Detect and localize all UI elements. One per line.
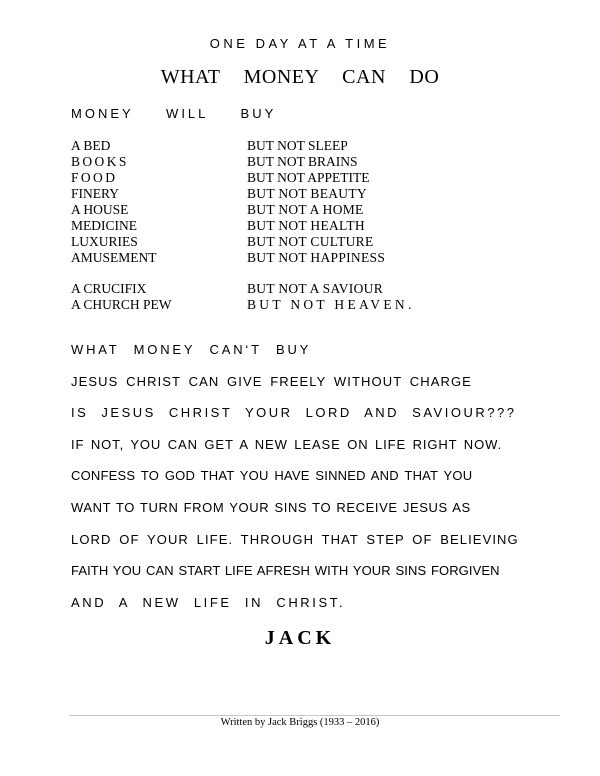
item-buys: AMUSEMENT [71, 250, 157, 265]
item-but-not: BUT NOT HEALTH [247, 218, 365, 233]
paragraph-line: WANT TO TURN FROM YOUR SINS TO RECEIVE JESUS AS [71, 500, 471, 515]
signature: JACK [264, 627, 336, 649]
main-title: WHAT MONEY CAN DO [160, 66, 440, 88]
item-but-not: BUT NOT BEAUTY [247, 186, 367, 201]
paragraph-line: AND A NEW LIFE IN CHRIST. [71, 595, 346, 610]
paragraph-line: JESUS CHRIST CAN GIVE FREELY WITHOUT CHARGE [71, 374, 472, 389]
item-but-not: BUT NOT CULTURE [247, 234, 374, 249]
item-but-not: BUT NOT SLEEP [247, 138, 348, 153]
item-buys: A CRUCIFIX [71, 281, 147, 296]
money-will-buy-heading: MONEY WILL BUY [71, 106, 277, 121]
list-item [0, 218, 600, 234]
footer-credit: Written by Jack Briggs (1933 – 2016) [220, 717, 380, 728]
paragraph-line: IS JESUS CHRIST YOUR LORD AND SAVIOUR??? [71, 405, 517, 420]
list-item [0, 202, 600, 218]
list-item [0, 170, 600, 186]
item-buys: A BED [71, 138, 111, 153]
item-buys: FINERY [71, 186, 120, 201]
paragraph-line: FAITH YOU CAN START LIFE AFRESH WITH YOUR SINS FORGIVEN [71, 563, 500, 578]
list-item [0, 297, 600, 313]
list-item [0, 186, 600, 202]
item-but-not: BUT NOT APPETITE [247, 170, 370, 185]
item-but-not: BUT NOT BRAINS [247, 154, 358, 169]
paragraph-line: IF NOT, YOU CAN GET A NEW LEASE ON LIFE RIGHT NOW. [71, 437, 503, 452]
item-buys: A CHURCH PEW [71, 297, 172, 312]
money-cant-buy-heading: WHAT MONEY CAN‘T BUY [71, 342, 312, 357]
footer-divider [70, 715, 560, 716]
item-but-not: BUT NOT A HOME [247, 202, 364, 217]
list-item [0, 250, 600, 266]
list-item [0, 281, 600, 297]
item-but-not: BUT NOT HAPPINESS [247, 250, 386, 265]
top-title: ONE DAY AT A TIME [209, 36, 391, 51]
paragraph-line: LORD OF YOUR LIFE. THROUGH THAT STEP OF BELIEVING [71, 532, 519, 547]
paragraph-line: CONFESS TO GOD THAT YOU HAVE SINNED AND THAT YOU [71, 468, 473, 483]
list-item [0, 154, 600, 170]
item-but-not: BUT NOT HEAVEN. [247, 297, 415, 312]
item-buys: MEDICINE [71, 218, 137, 233]
item-buys: A HOUSE [71, 202, 129, 217]
list-item [0, 138, 600, 154]
item-buys: LUXURIES [71, 234, 138, 249]
item-buys: FOOD [71, 170, 118, 185]
list-item [0, 234, 600, 250]
item-but-not: BUT NOT A SAVIOUR [247, 281, 384, 296]
item-buys: BOOKS [71, 154, 129, 169]
